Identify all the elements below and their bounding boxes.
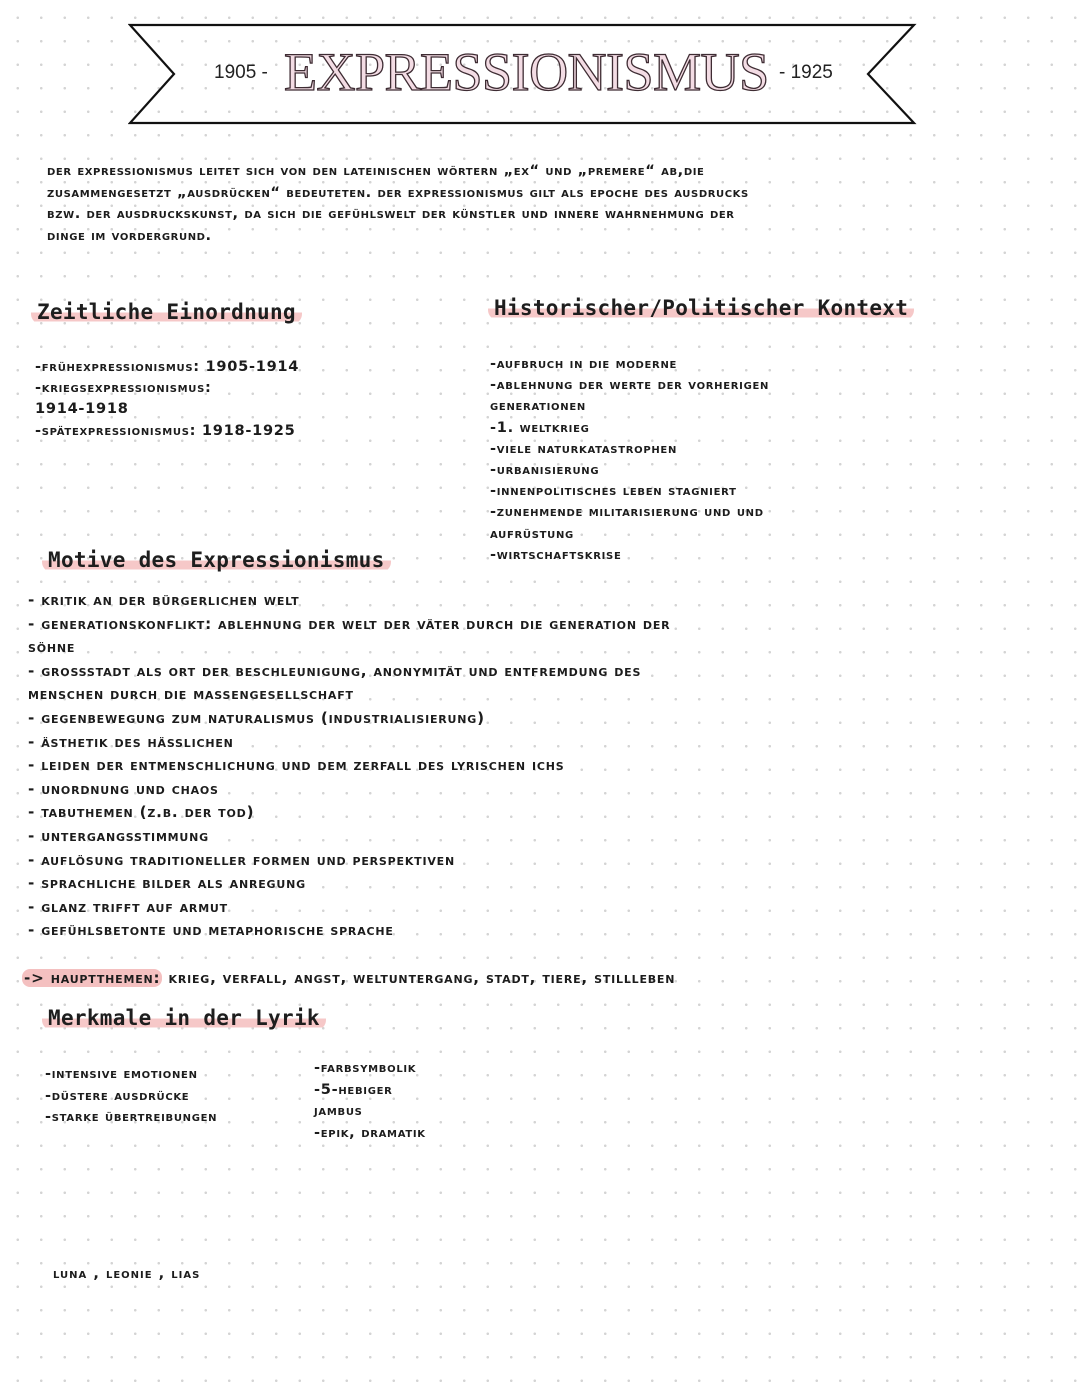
list-item: - gegenbewegung zum naturalismus (industrialisierung) bbox=[28, 708, 485, 727]
motive-list bbox=[28, 589, 670, 943]
list-item: - sprachliche bilder als anregung bbox=[28, 874, 306, 893]
list-item: - leiden der entmenschlichung und dem zerfall des lyrischen ichs bbox=[28, 756, 565, 775]
intro-line: bzw. der ausdruckskunst, da sich die gefühlswelt der künstler und innere wahrnehmung der bbox=[47, 205, 735, 222]
list-item: - ästhetik des hässlichen bbox=[28, 732, 234, 751]
year-end: - 1925 bbox=[779, 62, 833, 83]
list-item: -urbanisierung bbox=[490, 461, 600, 479]
list-item: jambus bbox=[314, 1102, 363, 1119]
list-item: -wirtschaftskrise bbox=[490, 545, 622, 563]
historischer-kontext-list bbox=[490, 353, 769, 565]
heading-merkmale-lyrik: Merkmale in der Lyrik bbox=[42, 1006, 326, 1030]
heading-motive: Motive des Expressionismus bbox=[42, 548, 391, 572]
list-item: 1914-1918 bbox=[35, 400, 129, 418]
merkmale-list-left bbox=[45, 1063, 217, 1128]
list-item: -kriegsexpressionismus: bbox=[35, 379, 212, 397]
list-item: generationen bbox=[490, 397, 586, 415]
year-start: 1905 - bbox=[214, 62, 268, 83]
list-item: -frühexpressionismus: 1905-1914 bbox=[35, 358, 300, 375]
list-item: -1. weltkrieg bbox=[490, 418, 590, 436]
list-item: söhne bbox=[28, 638, 76, 657]
list-item: -epik, dramatik bbox=[314, 1123, 426, 1141]
list-item: -ablehnung der werte der vorherigen bbox=[490, 376, 770, 394]
list-item: -farbsymbolik bbox=[314, 1059, 417, 1076]
list-item: -zunehmende militarisierung und und bbox=[490, 503, 764, 521]
heading-historischer-kontext: Historischer/Politischer Kontext bbox=[488, 296, 914, 320]
list-item: -düstere ausdrücke bbox=[45, 1086, 190, 1104]
list-item: -aufbruch in die moderne bbox=[490, 355, 678, 372]
hauptthemen-line bbox=[22, 967, 675, 989]
list-item: -starke übertreibungen bbox=[45, 1108, 218, 1125]
intro-line: dinge im vordergrund. bbox=[47, 226, 212, 244]
list-item: -intensive emotionen bbox=[45, 1065, 198, 1082]
list-item: - unordnung und chaos bbox=[28, 779, 219, 798]
list-item: -spätexpressionismus: 1918-1925 bbox=[35, 421, 296, 439]
list-item: - grossstadt als ort der beschleunigung, anonymität und entfremdung des bbox=[28, 661, 642, 680]
list-item: -innenpolitisches leben stagniert bbox=[490, 482, 737, 500]
list-item: -viele naturkatastrophen bbox=[490, 439, 678, 457]
hauptthemen-label: -> hauptthemen: bbox=[24, 969, 161, 987]
heading-zeitliche-einordnung: Zeitliche Einordnung bbox=[31, 300, 302, 324]
list-item: -5-hebiger bbox=[314, 1080, 393, 1098]
list-item: - tabuthemen (z.b. der tod) bbox=[28, 803, 255, 822]
zeitliche-einordnung-list bbox=[35, 356, 299, 441]
intro-paragraph bbox=[47, 160, 1077, 246]
list-item: menschen durch die massengesellschaft bbox=[28, 685, 354, 704]
authors: luna , leonie , lias bbox=[53, 1265, 201, 1282]
merkmale-list-right bbox=[314, 1057, 426, 1143]
intro-line: der expressionismus leitet sich von den lateinischen wörtern „ex“ und „premere“ ab,die bbox=[47, 162, 705, 179]
list-item: - auflösung traditioneller formen und perspektiven bbox=[28, 850, 455, 869]
intro-line: zusammengesetzt „ausdrücken“ bedeuteten. der expressionismus gilt als epoche des ausdrucks bbox=[47, 183, 749, 201]
list-item: - glanz trifft auf armut bbox=[28, 897, 228, 916]
list-item: - kritik an der bürgerlichen welt bbox=[28, 591, 300, 609]
list-item: - gefühlsbetonte und metaphorische sprache bbox=[28, 921, 394, 940]
page-title: EXPRESSIONISMUS bbox=[284, 42, 769, 102]
list-item: - untergangsstimmung bbox=[28, 826, 209, 845]
list-item: aufrüstung bbox=[490, 524, 574, 542]
hauptthemen-text: krieg, verfall, angst, weltuntergang, stadt, tiere, stillleben bbox=[162, 969, 676, 987]
list-item: - generationskonflikt: ablehnung der welt der väter durch die generation der bbox=[28, 614, 671, 633]
